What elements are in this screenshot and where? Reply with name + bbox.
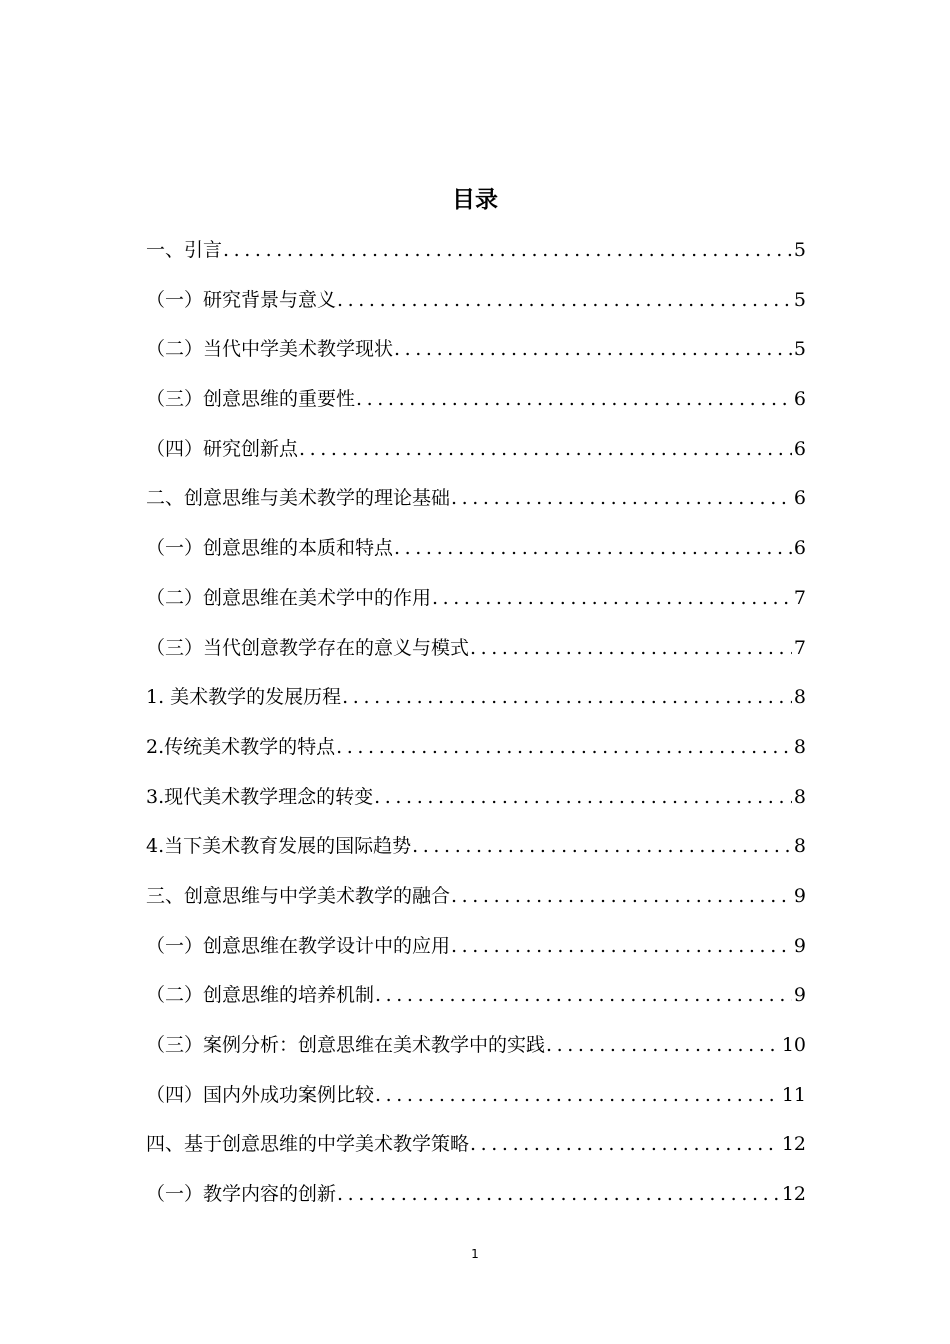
toc-entry-text: 三、创意思维与中学美术教学的融合	[146, 884, 451, 907]
toc-entry-4[interactable]	[146, 432, 806, 482]
toc-entry-14[interactable]	[146, 929, 806, 979]
toc-entry-page: 8	[793, 735, 806, 758]
toc-entry-page: 12	[781, 1183, 806, 1206]
toc-entry-9[interactable]	[146, 680, 806, 730]
toc-entry-3[interactable]	[146, 382, 806, 432]
toc-dot-leader	[299, 432, 792, 466]
toc-dot-leader	[342, 680, 792, 714]
toc-dot-leader	[356, 382, 792, 416]
toc-dot-leader	[394, 332, 792, 366]
toc-dot-leader	[546, 1028, 780, 1062]
toc-entry-text: （三）当代创意教学存在的意义与模式	[146, 636, 470, 659]
toc-entry-page: 7	[793, 636, 806, 659]
toc-entry-text: （一）研究背景与意义	[146, 288, 337, 311]
toc-entry-12[interactable]	[146, 829, 806, 879]
toc-dot-leader	[337, 283, 792, 317]
toc-dot-leader	[375, 1078, 780, 1112]
page-title: 目录	[452, 187, 498, 213]
toc-entry-10[interactable]	[146, 730, 806, 780]
toc-dot-leader	[223, 233, 792, 267]
toc-dot-leader	[470, 1127, 780, 1161]
toc-entry-13[interactable]	[146, 879, 806, 929]
toc-entry-text: 二、创意思维与美术教学的理论基础	[146, 487, 451, 510]
toc-entry-7[interactable]	[146, 581, 806, 631]
toc-dot-leader	[451, 481, 792, 515]
toc-dot-leader	[336, 730, 792, 764]
toc-dot-leader	[432, 581, 792, 615]
toc-entry-page: 5	[793, 239, 806, 261]
toc-entry-page: 9	[793, 984, 806, 1007]
toc-entry-11[interactable]	[146, 780, 806, 830]
footer-page-number: 1	[471, 1247, 479, 1261]
toc-dot-leader	[451, 879, 792, 913]
toc-entry-text: （三）案例分析：创意思维在美术教学中的实践	[146, 1034, 546, 1056]
toc-entry-page: 6	[793, 437, 806, 460]
toc-entry-2[interactable]	[146, 332, 806, 382]
toc-entry-page: 8	[793, 785, 806, 808]
toc-entry-text: （一）创意思维在教学设计中的应用	[146, 934, 451, 957]
toc-entry-text: （一）创意思维的本质和特点	[146, 537, 394, 560]
toc-dot-leader	[470, 631, 792, 665]
toc-dot-leader	[374, 780, 792, 814]
toc-entry-page: 6	[793, 388, 806, 411]
toc-entry-page: 7	[793, 586, 806, 609]
toc-entry-5[interactable]	[146, 481, 806, 531]
toc-entry-page: 12	[781, 1133, 806, 1156]
toc-entry-page: 10	[781, 1034, 806, 1056]
toc-entry-page: 6	[793, 487, 806, 510]
toc-entry-1[interactable]	[146, 283, 806, 333]
toc-entry-page: 8	[793, 686, 806, 709]
toc-dot-leader	[375, 978, 792, 1012]
toc-dot-leader	[451, 929, 792, 963]
toc-entry-19[interactable]	[146, 1177, 806, 1227]
toc-entry-0[interactable]	[146, 233, 806, 283]
toc-entry-text: 四、基于创意思维的中学美术教学策略	[146, 1133, 470, 1156]
toc-entry-15[interactable]	[146, 978, 806, 1028]
toc-dot-leader	[337, 1177, 780, 1211]
toc-entry-text: （四）国内外成功案例比较	[146, 1083, 375, 1106]
toc-entry-text: （二）当代中学美术教学现状	[146, 338, 394, 361]
toc-entry-text: （四）研究创新点	[146, 437, 299, 460]
toc-dot-leader	[412, 829, 792, 863]
toc-entry-page: 8	[793, 835, 806, 858]
toc-dot-leader	[394, 531, 792, 565]
toc-entry-16[interactable]	[146, 1028, 806, 1078]
toc-entry-page: 6	[793, 537, 806, 560]
toc-entry-text: 2.传统美术教学的特点	[146, 735, 336, 758]
toc-entry-text: （二）创意思维在美术学中的作用	[146, 586, 432, 609]
toc-entry-page: 11	[781, 1083, 806, 1106]
toc-entry-8[interactable]	[146, 631, 806, 681]
toc-entry-text: 3.现代美术教学理念的转变	[146, 785, 374, 808]
toc-entry-text: 一、引言	[146, 239, 223, 261]
toc-entry-page: 5	[793, 288, 806, 311]
toc-entry-page: 9	[793, 934, 806, 957]
toc-entry-page: 9	[793, 884, 806, 907]
toc-entry-text: （三）创意思维的重要性	[146, 388, 356, 411]
toc-entry-18[interactable]	[146, 1127, 806, 1177]
toc-entry-17[interactable]	[146, 1078, 806, 1128]
toc-entry-text: （一）教学内容的创新	[146, 1183, 337, 1206]
table-of-contents	[146, 233, 806, 1227]
toc-entry-page: 5	[793, 338, 806, 361]
toc-entry-6[interactable]	[146, 531, 806, 581]
toc-entry-text: （二）创意思维的培养机制	[146, 984, 375, 1007]
toc-entry-text: 4.当下美术教育发展的国际趋势	[146, 835, 412, 858]
toc-entry-text: 1. 美术教学的发展历程	[146, 686, 342, 709]
